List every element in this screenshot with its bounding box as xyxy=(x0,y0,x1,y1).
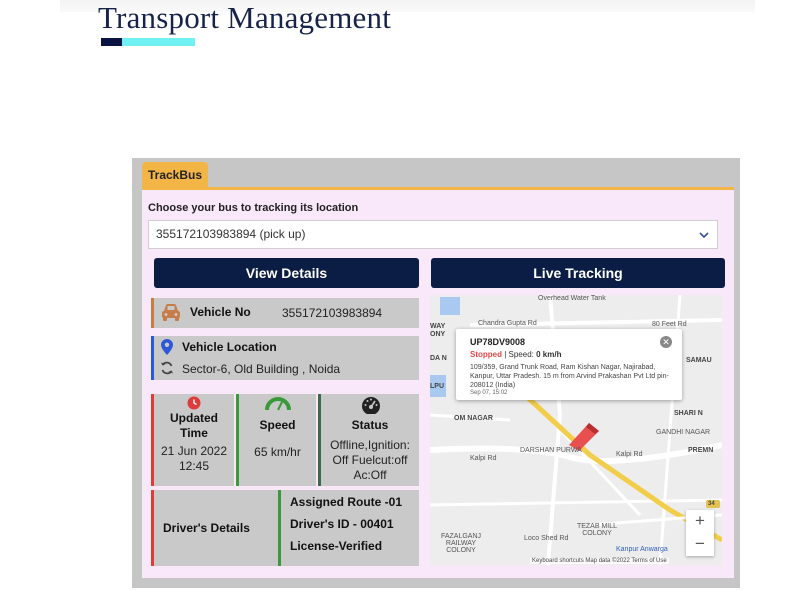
vehicle-no-label: Vehicle No xyxy=(190,305,251,319)
map-label-om-nagar: OM NAGAR xyxy=(454,415,493,422)
map-label-kalpi-rd-left: Kalpi Rd xyxy=(470,455,497,462)
map-label-darshan-purwa: DARSHAN PURWA xyxy=(520,447,582,454)
map-label-lpu: LPU xyxy=(430,383,444,390)
bus-select[interactable] xyxy=(148,220,718,249)
updated-label-1: Updated xyxy=(170,411,218,425)
map-label-tezab-mill: TEZAB MILL COLONY xyxy=(576,523,618,537)
popup-timestamp: Sep 07, 15:02 xyxy=(470,390,508,396)
speed-value: 65 km/hr xyxy=(254,445,301,459)
driver-separator xyxy=(278,490,281,566)
popup-speed-label: | Speed: xyxy=(502,350,537,359)
vehicle-location-card xyxy=(151,336,419,380)
map-label-way: WAY xyxy=(430,323,446,330)
tab-trackbus[interactable]: TrackBus xyxy=(142,162,208,187)
assigned-route: Assigned Route -01 xyxy=(290,495,403,509)
license-status: License-Verified xyxy=(290,539,383,553)
speed-card xyxy=(236,394,316,486)
map-label-samau: SAMAU xyxy=(686,357,712,364)
map-label-overhead-tank: Overhead Water Tank xyxy=(538,295,606,302)
live-tracking-button[interactable]: Live Tracking xyxy=(431,258,725,288)
status-label: Status xyxy=(351,418,389,432)
dashboard-gauge-icon xyxy=(361,396,381,414)
popup-speed-value: 0 km/h xyxy=(536,350,562,359)
map-label-premn: PREMN xyxy=(688,447,714,454)
map-label-shari-n: SHARI N xyxy=(674,410,703,417)
clock-icon xyxy=(187,396,201,410)
page-title: Transport Management xyxy=(98,0,392,35)
title-underline xyxy=(101,38,195,46)
status-line-1: Offline,Ignition: xyxy=(330,438,410,452)
driver-id: Driver's ID - 00401 xyxy=(290,517,394,531)
map-label-da-n: DA N xyxy=(430,355,447,362)
speedometer-icon xyxy=(265,397,291,411)
refresh-icon[interactable] xyxy=(160,361,174,375)
status-card xyxy=(318,394,419,486)
vehicle-info-popup xyxy=(456,329,682,400)
map-road-number: 34 xyxy=(708,501,715,507)
popup-address: 109/359, Grand Trunk Road, Ram Kishan Nagar, Najirabad, Kanpur, Uttar Pradesh. 15 m from Arvind Prakashan Pvt Ltd pin-208012 (India) xyxy=(470,364,669,389)
driver-details-card xyxy=(151,490,419,566)
updated-date: 21 Jun 2022 xyxy=(160,444,228,458)
vehicle-no-card xyxy=(151,298,419,328)
map-attribution: Keyboard shortcuts Map data ©2022 Terms of Use xyxy=(532,558,667,564)
map-label-loco-shed: Loco Shed Rd xyxy=(524,535,569,542)
driver-details-label: Driver's Details xyxy=(163,521,250,535)
view-details-button[interactable]: View Details xyxy=(154,258,419,288)
popup-status: Stopped xyxy=(470,350,502,359)
zoom-out-button[interactable]: − xyxy=(695,534,705,553)
map-label-80-feet: 80 Feet Rd xyxy=(652,321,687,328)
updated-label-2: Time xyxy=(180,426,208,440)
car-icon xyxy=(160,302,182,322)
choose-bus-label: Choose your bus to tracking its location xyxy=(148,202,359,214)
map-zoom-control xyxy=(686,510,714,556)
vehicle-no-value: 355172103983894 xyxy=(282,306,383,320)
bus-select-value: 355172103983894 (pick up) xyxy=(156,227,306,241)
map-label-ony: ONY xyxy=(430,331,446,338)
vehicle-location-label: Vehicle Location xyxy=(182,340,277,354)
status-line-2: Off Fuelcut:off xyxy=(332,453,408,467)
map-label-chandra-gupta: Chandra Gupta Rd xyxy=(478,320,537,327)
popup-status-line xyxy=(470,350,561,359)
map-label-kalpi-rd-right: Kalpi Rd xyxy=(616,451,643,458)
updated-time: 12:45 xyxy=(178,459,210,473)
updated-time-card xyxy=(151,394,234,486)
map-label-fazalganj: FAZALGANJ RAILWAY COLONY xyxy=(440,533,482,554)
location-pin-icon xyxy=(161,339,173,355)
close-icon[interactable]: ✕ xyxy=(660,336,672,348)
zoom-in-button[interactable]: + xyxy=(695,511,705,530)
popup-vehicle-number: UP78DV9008 xyxy=(470,337,526,347)
vehicle-location-value: Sector-6, Old Building , Noida xyxy=(182,362,341,376)
speed-label: Speed xyxy=(259,418,296,432)
chevron-down-icon xyxy=(697,228,711,242)
status-line-3: Ac:Off xyxy=(353,468,387,482)
map-label-kanpur-anwarganj: Kanpur Anwarga xyxy=(616,546,668,553)
map-label-gandhi-nagar: GANDHI NAGAR xyxy=(656,429,711,436)
